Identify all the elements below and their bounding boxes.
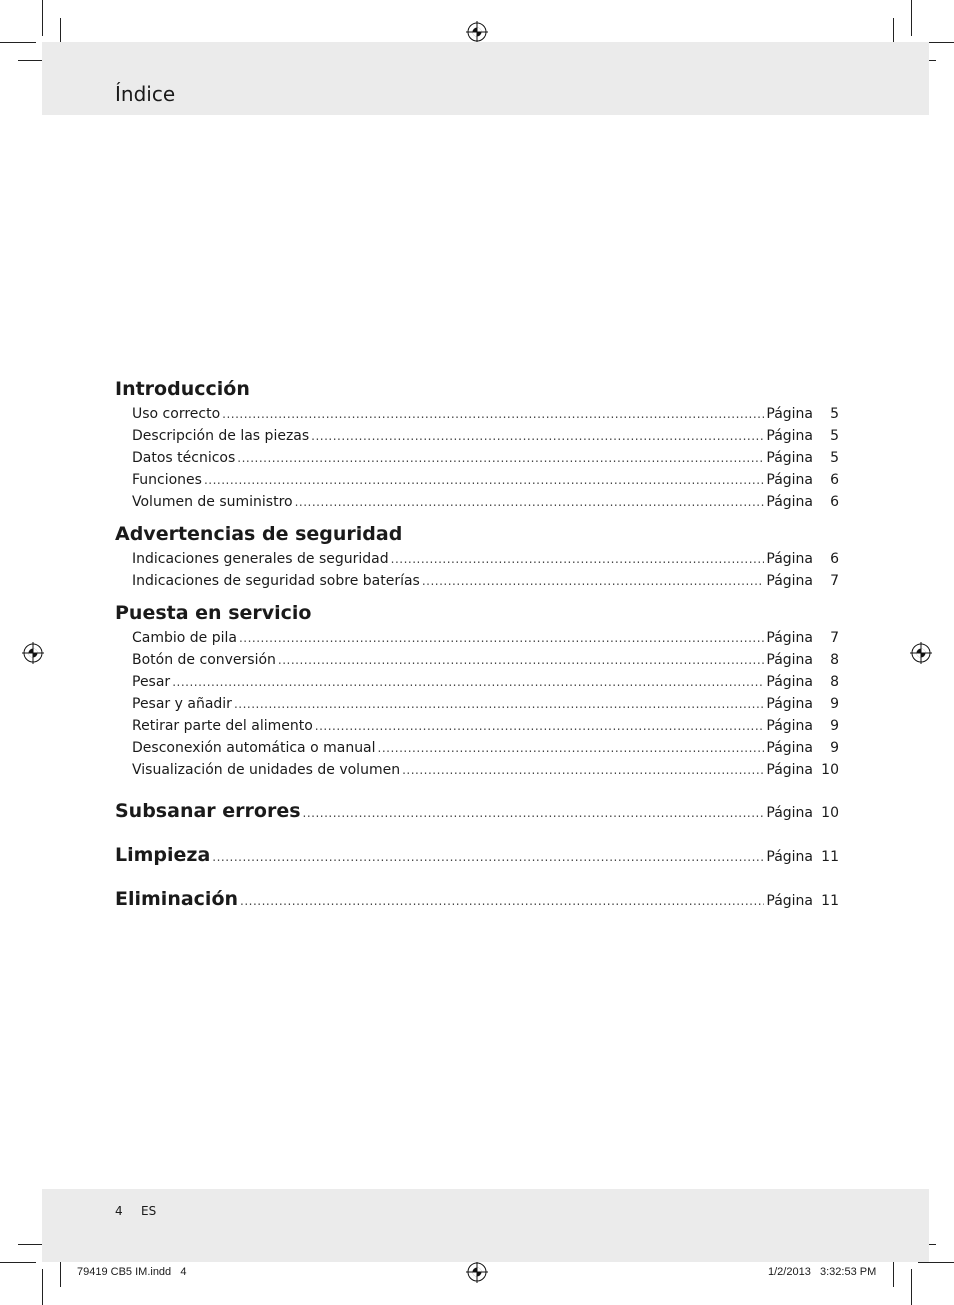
toc-entry-label: Cambio de pila	[132, 630, 237, 646]
toc-entry-label: Descripción de las piezas	[132, 428, 310, 444]
toc-page-word: Página	[766, 805, 813, 821]
dot-leader	[222, 403, 764, 425]
dot-leader	[239, 627, 764, 649]
crop-mark	[42, 1269, 43, 1305]
toc-entry-label: Indicaciones de seguridad sobre baterías	[132, 573, 420, 589]
toc-entry-label: Retirar parte del alimento	[132, 718, 313, 734]
footer-band	[42, 1189, 929, 1262]
toc-page-number: 10	[821, 762, 839, 778]
crop-mark	[911, 0, 912, 36]
toc-page-word: Página	[766, 740, 813, 756]
dot-leader	[402, 759, 764, 781]
toc-page-number: 9	[830, 696, 839, 712]
registration-mark-icon	[22, 642, 44, 664]
footer-page-number: 4	[115, 1204, 123, 1218]
toc-page-word: Página	[766, 472, 813, 488]
toc-page-word: Página	[766, 494, 813, 510]
toc-page-word: Página	[766, 849, 813, 865]
registration-mark-icon	[466, 21, 488, 43]
crop-mark	[0, 42, 36, 43]
toc-entry-label: Uso correcto	[132, 406, 221, 422]
dot-leader	[391, 548, 765, 570]
toc-entry[interactable]	[115, 715, 839, 737]
toc-top-level-label: Subsanar errores	[115, 800, 301, 822]
toc-top-level-entry[interactable]	[115, 833, 839, 877]
dot-leader	[212, 835, 764, 879]
toc-section-title: Puesta en servicio	[115, 602, 312, 624]
dot-leader	[278, 649, 764, 671]
toc-entry[interactable]	[115, 759, 839, 781]
toc-page-number: 11	[821, 849, 839, 865]
toc-section-introduccion	[115, 376, 839, 513]
registration-mark-icon	[466, 1261, 488, 1283]
dot-leader	[295, 491, 765, 513]
dot-leader	[237, 447, 764, 469]
toc-section-advertencias	[115, 521, 839, 592]
toc-top-level-entry[interactable]	[115, 877, 839, 921]
toc-entry-label: Pesar	[132, 674, 171, 690]
toc-page-number: 8	[830, 674, 839, 690]
toc-page-number: 5	[830, 428, 839, 444]
toc-page-word: Página	[766, 696, 813, 712]
toc-entry[interactable]	[115, 447, 839, 469]
toc-page-word: Página	[766, 652, 813, 668]
toc-page-number: 7	[830, 630, 839, 646]
toc-page-word: Página	[766, 762, 813, 778]
page-title: Índice	[115, 82, 176, 106]
slug-timestamp: 1/2/2013 3:32:53 PM	[768, 1266, 877, 1278]
toc-page-number: 11	[821, 893, 839, 909]
toc-page-word: Página	[766, 674, 813, 690]
dot-leader	[378, 737, 765, 759]
toc-page-number: 5	[830, 406, 839, 422]
toc-entry[interactable]	[115, 627, 839, 649]
toc-top-level-entry[interactable]	[115, 789, 839, 833]
toc-page-word: Página	[766, 450, 813, 466]
dot-leader	[240, 879, 764, 923]
dot-leader	[311, 425, 764, 447]
crop-mark	[918, 1262, 954, 1263]
toc-page-number: 5	[830, 450, 839, 466]
crop-mark	[42, 0, 43, 36]
toc-page-number: 8	[830, 652, 839, 668]
registration-mark-icon	[910, 642, 932, 664]
table-of-contents	[115, 376, 839, 921]
toc-page-word: Página	[766, 573, 813, 589]
toc-page-word: Página	[766, 893, 813, 909]
toc-entry[interactable]	[115, 425, 839, 447]
toc-page-word: Página	[766, 428, 813, 444]
slug-file-name: 79419 CB5 IM.indd 4	[77, 1266, 187, 1278]
toc-page-number: 9	[830, 718, 839, 734]
dot-leader	[204, 469, 764, 491]
toc-page-number: 9	[830, 740, 839, 756]
toc-page-word: Página	[766, 718, 813, 734]
dot-leader	[315, 715, 765, 737]
toc-entry-label: Visualización de unidades de volumen	[132, 762, 401, 778]
toc-entry-label: Pesar y añadir	[132, 696, 232, 712]
toc-page-number: 6	[830, 494, 839, 510]
toc-entry[interactable]	[115, 469, 839, 491]
toc-entry[interactable]	[115, 671, 839, 693]
toc-entry-label: Volumen de suministro	[132, 494, 293, 510]
dot-leader	[303, 791, 765, 835]
dot-leader	[422, 570, 765, 592]
toc-page-word: Página	[766, 551, 813, 567]
footer-language: ES	[141, 1204, 157, 1218]
toc-entry[interactable]	[115, 548, 839, 570]
toc-top-level-label: Limpieza	[115, 844, 211, 866]
toc-entry[interactable]	[115, 403, 839, 425]
toc-page-word: Página	[766, 630, 813, 646]
toc-entry[interactable]	[115, 693, 839, 715]
toc-entry-label: Funciones	[132, 472, 202, 488]
dot-leader	[234, 693, 764, 715]
toc-entry[interactable]	[115, 649, 839, 671]
toc-page-word: Página	[766, 406, 813, 422]
toc-entry-label: Indicaciones generales de seguridad	[132, 551, 389, 567]
toc-section-title: Advertencias de seguridad	[115, 523, 403, 545]
toc-page-number: 7	[830, 573, 839, 589]
toc-section-puesta-en-servicio	[115, 600, 839, 781]
toc-entry-label: Desconexión automática o manual	[132, 740, 376, 756]
toc-page-number: 10	[821, 805, 839, 821]
toc-top-level-label: Eliminación	[115, 888, 239, 910]
toc-entry-label: Datos técnicos	[132, 450, 236, 466]
toc-page-number: 6	[830, 551, 839, 567]
crop-mark	[911, 1269, 912, 1305]
toc-entry[interactable]	[115, 737, 839, 759]
dot-leader	[172, 671, 764, 693]
toc-section-title: Introducción	[115, 378, 250, 400]
toc-entry[interactable]	[115, 491, 839, 513]
toc-entry[interactable]	[115, 570, 839, 592]
toc-page-number: 6	[830, 472, 839, 488]
crop-mark	[0, 1262, 36, 1263]
toc-entry-label: Botón de conversión	[132, 652, 276, 668]
